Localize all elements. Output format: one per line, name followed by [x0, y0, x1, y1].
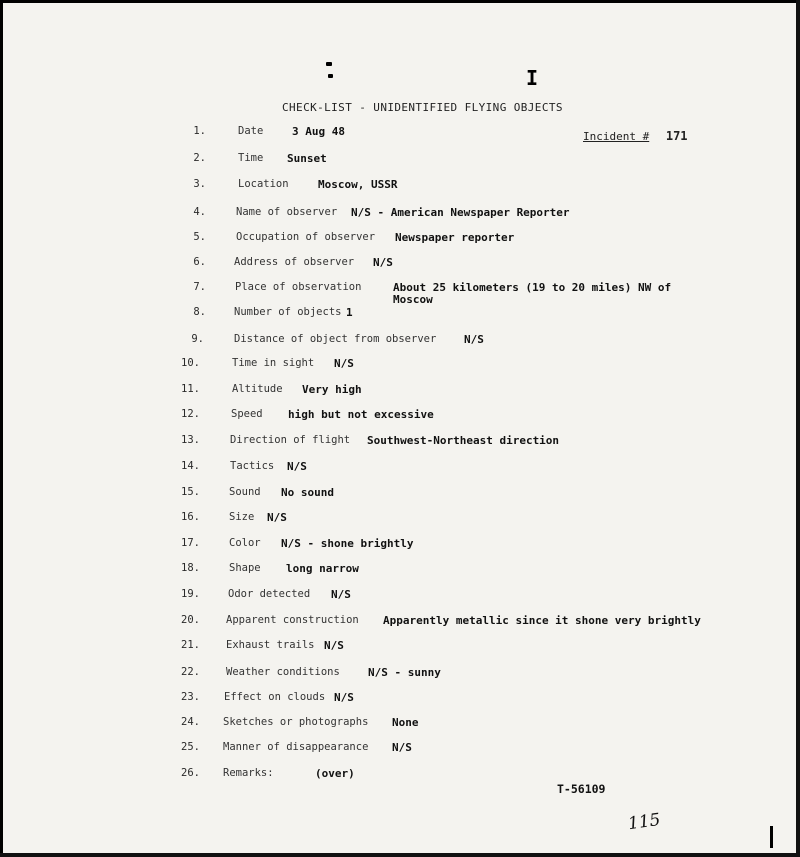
item-number: 9.: [191, 333, 204, 345]
item-answer: N/S: [373, 256, 393, 269]
scan-border-top: [0, 0, 800, 3]
item-number: 15.: [181, 486, 200, 498]
item-number: 3.: [193, 178, 206, 190]
item-answer: 1: [346, 306, 353, 319]
item-label: Distance of object from observer: [234, 333, 437, 345]
item-number: 22.: [181, 666, 200, 678]
scan-border-bottom: [0, 853, 800, 857]
item-label: Number of objects: [234, 306, 342, 318]
item-number: 11.: [181, 383, 200, 395]
item-label: Direction of flight: [230, 434, 351, 446]
item-label: Color: [229, 537, 261, 549]
item-label: Exhaust trails: [226, 639, 315, 651]
document-code: T-56109: [557, 782, 606, 796]
scan-mark: I: [526, 66, 539, 90]
item-answer: N/S - American Newspaper Reporter: [351, 206, 570, 219]
handwritten-mark: 115: [626, 809, 662, 835]
item-label: Sound: [229, 486, 261, 498]
item-answer: About 25 kilometers (19 to 20 miles) NW of: [393, 281, 672, 294]
item-label: Shape: [229, 562, 261, 574]
item-label: Altitude: [232, 383, 283, 395]
item-label: Odor detected: [228, 588, 311, 600]
item-answer: N/S: [324, 639, 344, 652]
incident-label: Incident #: [583, 130, 650, 143]
item-label: Date: [238, 125, 264, 137]
item-number: 2.: [193, 152, 206, 164]
item-answer: N/S: [334, 691, 354, 704]
item-answer: Newspaper reporter: [395, 231, 515, 244]
item-number: 16.: [181, 511, 200, 523]
item-answer: No sound: [281, 486, 334, 499]
item-number: 5.: [193, 231, 206, 243]
item-label: Remarks:: [223, 767, 274, 779]
item-number: 7.: [193, 281, 206, 293]
item-number: 26.: [181, 767, 200, 779]
item-number: 13.: [181, 434, 200, 446]
item-number: 14.: [181, 460, 200, 472]
item-number: 19.: [181, 588, 200, 600]
item-number: 17.: [181, 537, 200, 549]
item-number: 12.: [181, 408, 200, 420]
item-number: 6.: [193, 256, 206, 268]
item-answer: N/S: [287, 460, 307, 473]
item-label: Sketches or photographs: [223, 716, 369, 728]
item-label: Occupation of observer: [236, 231, 376, 243]
item-answer: (over): [315, 767, 355, 780]
item-answer: Moscow, USSR: [318, 178, 398, 191]
item-number: 10.: [181, 357, 200, 369]
scan-mark: [770, 826, 773, 848]
item-answer: Very high: [302, 383, 362, 396]
item-answer: Apparently metallic since it shone very brightly: [383, 614, 701, 627]
item-label: Location: [238, 178, 289, 190]
scan-border-left: [0, 0, 3, 857]
item-answer: N/S: [267, 511, 287, 524]
item-answer: None: [392, 716, 419, 729]
item-answer: Sunset: [287, 152, 327, 165]
item-answer: N/S: [331, 588, 351, 601]
item-answer: N/S: [464, 333, 484, 346]
item-label: Weather conditions: [226, 666, 340, 678]
item-number: 20.: [181, 614, 200, 626]
item-answer: N/S: [392, 741, 412, 754]
item-number: 18.: [181, 562, 200, 574]
scan-speck: [328, 74, 333, 78]
item-label: Effect on clouds: [224, 691, 326, 703]
item-number: 24.: [181, 716, 200, 728]
item-label: Manner of disappearance: [223, 741, 369, 753]
item-label: Speed: [231, 408, 263, 420]
item-label: Place of observation: [235, 281, 362, 293]
item-label: Time in sight: [232, 357, 315, 369]
item-number: 4.: [193, 206, 206, 218]
item-number: 8.: [193, 306, 206, 318]
item-answer-continuation: Moscow: [393, 293, 433, 306]
item-answer: 3 Aug 48: [292, 125, 345, 138]
item-answer: N/S - sunny: [368, 666, 441, 679]
item-number: 21.: [181, 639, 200, 651]
item-answer: N/S: [334, 357, 354, 370]
scan-speck: [326, 62, 332, 66]
scan-border-right: [796, 0, 800, 857]
item-number: 25.: [181, 741, 200, 753]
item-label: Address of observer: [234, 256, 355, 268]
item-label: Tactics: [230, 460, 275, 472]
item-label: Size: [229, 511, 255, 523]
item-answer: high but not excessive: [288, 408, 434, 421]
item-number: 1.: [193, 125, 206, 137]
item-number: 23.: [181, 691, 200, 703]
item-answer: long narrow: [286, 562, 359, 575]
item-answer: Southwest-Northeast direction: [367, 434, 560, 447]
item-label: Apparent construction: [226, 614, 359, 626]
item-label: Name of observer: [236, 206, 338, 218]
incident-value: 171: [665, 129, 688, 143]
document-title: CHECK-LIST - UNIDENTIFIED FLYING OBJECTS: [282, 101, 563, 114]
item-label: Time: [238, 152, 264, 164]
incident-number: [583, 129, 688, 143]
item-answer: N/S - shone brightly: [281, 537, 414, 550]
